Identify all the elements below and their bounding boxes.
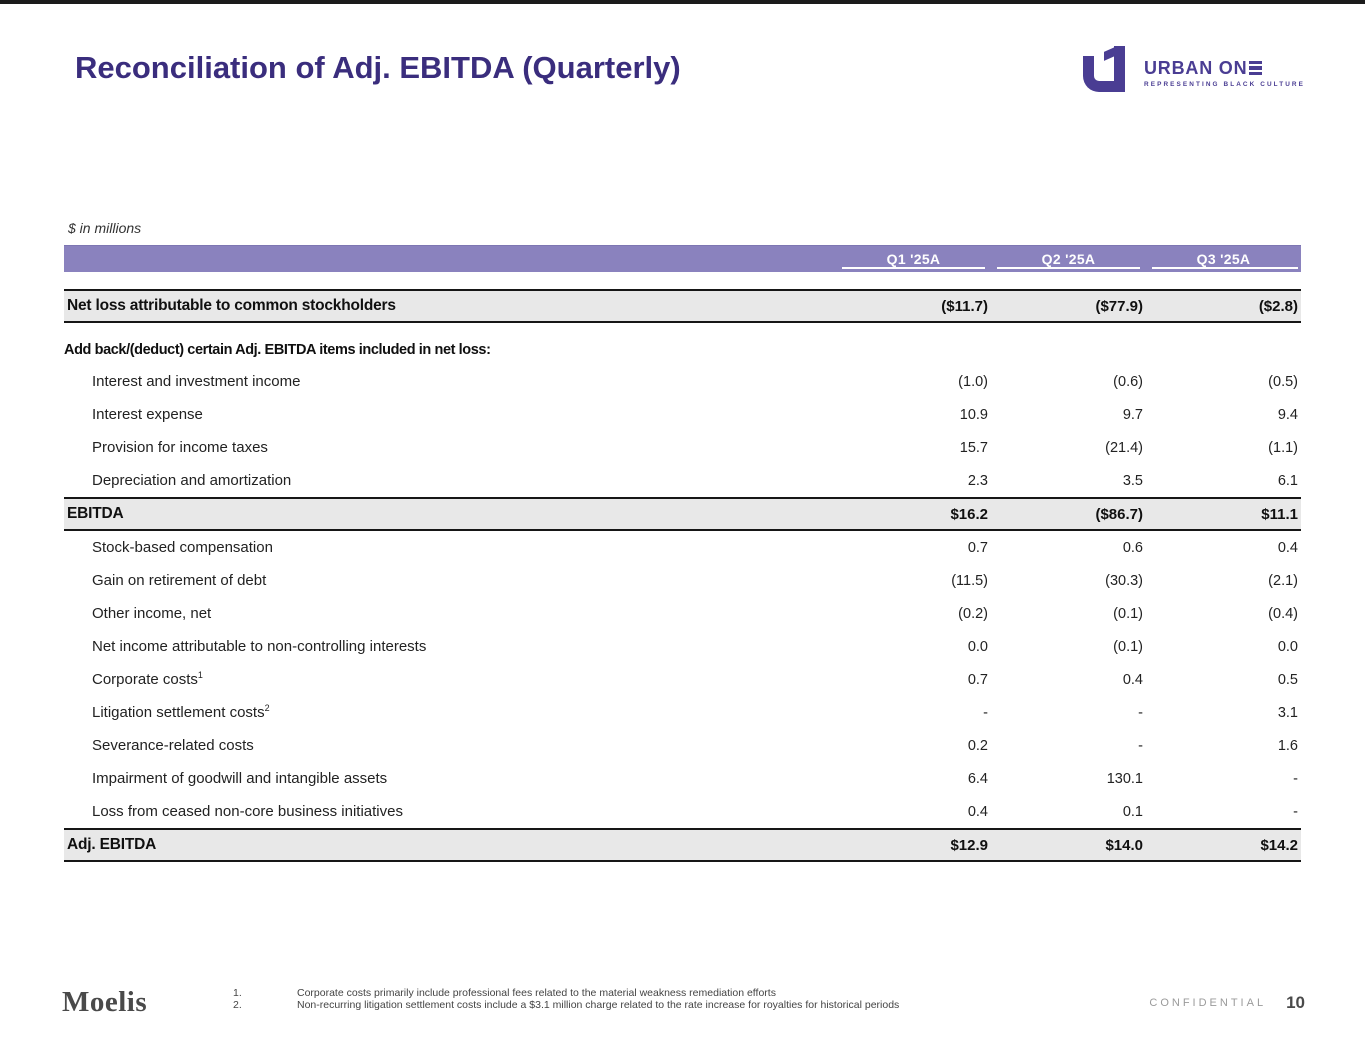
row-value: (0.6) xyxy=(1113,373,1143,390)
row-value: (2.1) xyxy=(1268,572,1298,589)
row-value: 130.1 xyxy=(1106,770,1143,787)
row-label: Stock-based compensation xyxy=(92,539,273,556)
urban-one-wordmark xyxy=(1144,59,1305,77)
table-row xyxy=(64,564,1301,597)
row-value: 6.1 xyxy=(1277,472,1298,489)
row-value: 0.4 xyxy=(1122,671,1143,688)
urban-one-logo xyxy=(1083,46,1305,94)
row-value: $14.0 xyxy=(1105,836,1143,854)
row-value: (0.4) xyxy=(1268,605,1298,622)
stylized-e-icon xyxy=(1249,61,1262,76)
row-value: $14.2 xyxy=(1260,836,1298,854)
row-value: $11.1 xyxy=(1261,505,1298,523)
row-label: Loss from ceased non-core business initiatives xyxy=(92,803,403,820)
row-value: 9.4 xyxy=(1277,406,1298,423)
row-label: Other income, net xyxy=(92,605,212,622)
row-label: Depreciation and amortization xyxy=(92,472,292,489)
row-value: (21.4) xyxy=(1105,439,1143,456)
one-bar xyxy=(1114,46,1125,92)
row-value: (11.5) xyxy=(951,572,988,589)
row-value: - xyxy=(1293,803,1298,820)
slide-top-border xyxy=(0,0,1365,4)
row-value: 15.7 xyxy=(959,439,988,456)
row-value: (0.2) xyxy=(958,605,988,622)
table-row xyxy=(64,464,1301,497)
table-body xyxy=(64,289,1301,862)
row-label: Net loss attributable to common stockholders xyxy=(67,297,396,314)
row-label: Impairment of goodwill and intangible assets xyxy=(92,770,388,787)
row-value: 0.0 xyxy=(967,638,988,655)
row-value: (0.1) xyxy=(1113,638,1143,655)
table-header-band xyxy=(64,245,1301,272)
row-value: 0.0 xyxy=(1277,638,1298,655)
row-value: ($86.7) xyxy=(1095,505,1143,523)
column-header-q2: Q2 '25A xyxy=(991,246,1146,272)
footnote-2 xyxy=(233,1000,899,1012)
row-label: Corporate costs$^1$ xyxy=(92,670,203,688)
urban-one-u1-icon xyxy=(1083,46,1135,94)
row-label: Gain on retirement of debt xyxy=(92,572,267,589)
page-title: Reconciliation of Adj. EBITDA (Quarterly) xyxy=(75,50,681,85)
row-value: 3.1 xyxy=(1277,704,1298,721)
column-header-q1: Q1 '25A xyxy=(836,246,991,272)
column-header-q3: Q3 '25A xyxy=(1146,246,1301,272)
row-value: 0.7 xyxy=(967,539,988,556)
row-value: - xyxy=(1138,737,1143,754)
row-value: 0.4 xyxy=(967,803,988,820)
row-value: 1.6 xyxy=(1277,737,1298,754)
urban-one-logo-text xyxy=(1144,46,1305,88)
footnote-number: 1. xyxy=(233,987,242,999)
table-row xyxy=(64,365,1301,398)
table-row xyxy=(64,696,1301,729)
row-value: (1.0) xyxy=(958,373,988,390)
footnote-number: 2. xyxy=(233,998,242,1011)
table-row xyxy=(64,795,1301,828)
row-value: - xyxy=(1138,704,1143,721)
table-row xyxy=(64,431,1301,464)
row-label: Provision for income taxes xyxy=(92,439,268,456)
footnotes xyxy=(233,988,899,1011)
row-label: Interest expense xyxy=(92,406,203,423)
table-row xyxy=(64,729,1301,762)
row-value: 0.7 xyxy=(967,671,988,688)
row-label: EBITDA xyxy=(67,505,124,522)
row-value: ($77.9) xyxy=(1095,297,1143,315)
row-value: 0.2 xyxy=(967,737,988,754)
footnote-ref: 1 xyxy=(197,670,203,680)
confidential-label: CONFIDENTIAL xyxy=(1149,997,1267,1009)
row-value: - xyxy=(1293,770,1298,787)
row-label: Interest and investment income xyxy=(92,373,301,390)
row-label: Severance-related costs xyxy=(92,737,254,754)
row-value: 10.9 xyxy=(959,406,988,423)
row-value: 0.6 xyxy=(1122,539,1143,556)
units-note: $ in millions xyxy=(68,220,142,236)
table-row xyxy=(64,289,1301,323)
row-label: Add back/(deduct) certain Adj. EBITDA items included in net loss: xyxy=(64,342,491,358)
row-value: 3.5 xyxy=(1122,472,1143,489)
footnote-text: Corporate costs primarily include professional fees related to the material weakness remediation efforts xyxy=(297,987,776,999)
ebitda-reconciliation-table xyxy=(64,245,1301,862)
row-label: Litigation settlement costs$^2$ xyxy=(92,703,270,721)
footnote-1 xyxy=(233,988,899,1000)
table-row xyxy=(64,497,1301,531)
row-label: Net income attributable to non-controlling interests xyxy=(92,638,427,655)
row-value: ($11.7) xyxy=(941,297,988,315)
row-value: - xyxy=(983,704,988,721)
confidential-footer xyxy=(1149,993,1305,1013)
moelis-logo: Moelis xyxy=(62,986,148,1018)
row-value: $12.9 xyxy=(950,836,988,854)
header-spacer xyxy=(64,246,836,272)
row-value: 6.4 xyxy=(967,770,988,787)
table-row xyxy=(64,398,1301,431)
table-row xyxy=(64,663,1301,696)
table-row xyxy=(64,531,1301,564)
row-value: 0.1 xyxy=(1122,803,1143,820)
table-row xyxy=(64,597,1301,630)
row-value: (0.1) xyxy=(1113,605,1143,622)
table-row xyxy=(64,335,1301,365)
table-row xyxy=(64,762,1301,795)
row-label: Adj. EBITDA xyxy=(67,836,157,853)
table-row xyxy=(64,630,1301,663)
table-row xyxy=(64,828,1301,862)
row-value: 2.3 xyxy=(967,472,988,489)
row-value: 9.7 xyxy=(1122,406,1143,423)
row-value: 0.5 xyxy=(1277,671,1298,688)
footnote-text: Non-recurring litigation settlement costs include a $3.1 million charge related to the rate increase for royalties for historical periods xyxy=(297,998,900,1011)
footnote-ref: 2 xyxy=(264,703,270,713)
page-number: 10 xyxy=(1286,993,1305,1012)
row-value: 0.4 xyxy=(1277,539,1298,556)
row-value: ($2.8) xyxy=(1258,297,1298,315)
row-value: (30.3) xyxy=(1105,572,1143,589)
urban-one-wordmark-text: URBAN ON xyxy=(1144,58,1248,78)
urban-one-tagline: REPRESENTING BLACK CULTURE xyxy=(1144,80,1305,88)
row-value: (1.1) xyxy=(1268,439,1298,456)
row-value: $16.2 xyxy=(950,505,988,523)
row-value: (0.5) xyxy=(1268,373,1298,390)
